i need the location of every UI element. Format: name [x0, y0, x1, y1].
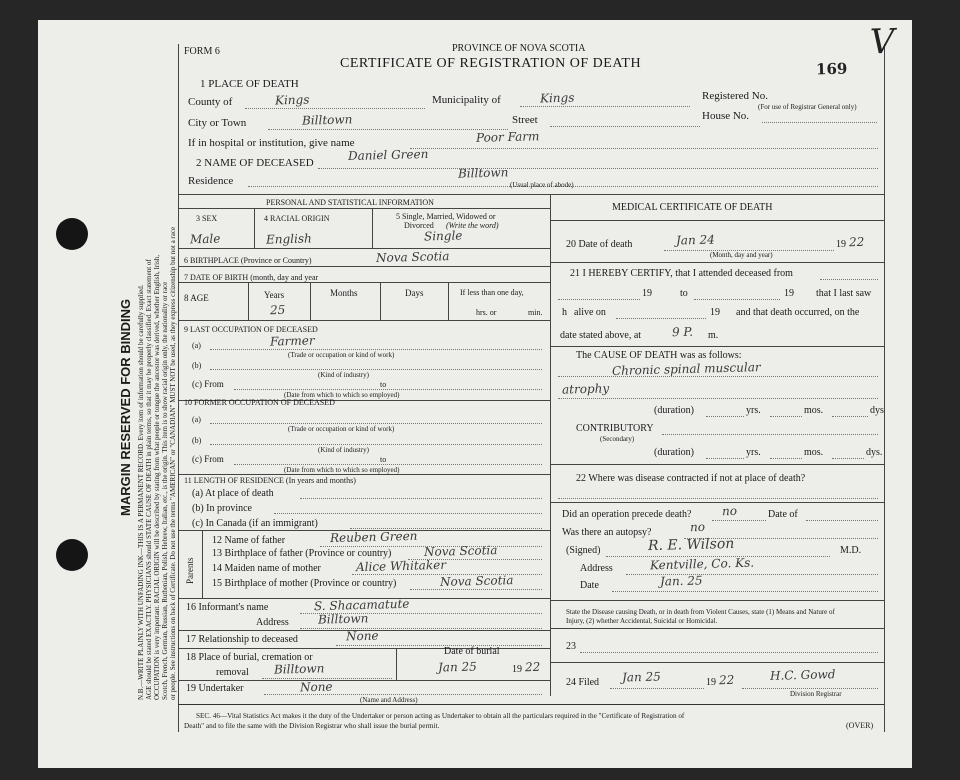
age-years-label: Years	[264, 290, 285, 300]
autopsy-value: no	[689, 519, 706, 535]
place-of-death-heading: 1 PLACE OF DEATH	[200, 78, 299, 90]
sex-value: Male	[189, 231, 221, 247]
marital-label-2: Divorced	[404, 221, 434, 230]
form-number: FORM 6	[184, 46, 220, 57]
filed-date-value: Jan 25	[621, 669, 661, 685]
primary-yrs-label: yrs.	[746, 405, 761, 416]
medical-heading: MEDICAL CERTIFICATE OF DEATH	[612, 202, 773, 213]
father-name-label: 12 Name of father	[212, 535, 286, 546]
former-occ-from-label: (c) From	[192, 454, 224, 464]
marital-label: 5 Single, Married, Widowed or	[396, 212, 496, 221]
last-saw-label: that I last saw	[816, 288, 872, 299]
physician-address-value: Kentville, Co. Ks.	[649, 555, 755, 573]
racial-origin-label: 4 RACIAL ORIGIN	[264, 214, 330, 223]
date-of-death-year-value: 22	[848, 234, 865, 250]
relationship-label: 17 Relationship to deceased	[186, 634, 298, 645]
death-occurred-label: and that death occurred, on the	[736, 307, 860, 318]
sec46-line-1: SEC. 46—Vital Statistics Act makes it the duty of the Undertaker or person acting as Undertaker to obtain all the particulars required in the "Certificate of Registration of	[196, 712, 685, 720]
column-divider	[550, 194, 551, 696]
last-occupation-heading: 9 LAST OCCUPATION OF DECEASED	[184, 325, 318, 334]
binding-hole-top	[56, 218, 88, 250]
item-23-label: 23	[566, 641, 576, 652]
operation-value: no	[721, 503, 738, 519]
instructions-line-1: N.B.—WRITE PLAINLY WITH UNFADING INK—THIS IS A PERMANENT RECORD. Every item of information should be carefully supplied.	[137, 284, 145, 700]
min-label: min.	[528, 308, 543, 317]
marital-value: Single	[423, 228, 463, 244]
month-day-year-note: (Month, day and year)	[710, 251, 773, 259]
municipality-label: Municipality of	[432, 94, 501, 106]
registered-no-label: Registered No.	[702, 90, 768, 102]
city-value: Billtown	[301, 112, 353, 128]
hospital-label: If in hospital or institution, give name	[188, 137, 355, 149]
age-years-value: 25	[269, 302, 286, 318]
former-occ-trade-note: (Trade or occupation or kind of work)	[288, 425, 395, 433]
cause-of-death-value-2: atrophy	[561, 381, 610, 397]
physician-signature: R. E. Wilson	[647, 535, 735, 555]
division-registrar-note: Division Registrar	[790, 690, 842, 698]
division-registrar-signature: H.C. Gowd	[769, 667, 836, 683]
alive-on-label: alive on	[574, 307, 606, 318]
father-birthplace-label: 13 Birthplace of father (Province or country)	[212, 548, 392, 559]
former-occupation-heading: 10 FORMER OCCUPATION OF DECEASED	[184, 398, 335, 407]
violent-causes-note-2: Injury, (2) whether Accidental, Suicidal or Homicidal.	[566, 617, 718, 625]
city-label: City or Town	[188, 117, 247, 129]
father-name-value: Reuben Green	[329, 528, 418, 546]
alive-on-year: 19	[710, 307, 720, 318]
informant-address-label: Address	[256, 617, 289, 628]
hrs-label: hrs. or	[476, 308, 497, 317]
physician-date-value: Jan. 25	[659, 573, 703, 589]
county-label: County of	[188, 96, 233, 108]
form-left-border	[178, 44, 179, 732]
last-occ-b-label: (b)	[192, 361, 202, 370]
name-of-deceased-value: Daniel Green	[347, 146, 429, 164]
attended-from-year: 19	[642, 288, 652, 299]
informant-value: S. Shacamatute	[313, 596, 410, 614]
former-occ-to-label: to	[380, 455, 387, 464]
date-of-death-value: Jan 24	[675, 232, 715, 248]
instructions-line-4: Scotch, French, German, Russian, Ruthenian, Polish, Hebrew, Italian, etc., is the origin. This item is to show racial origin only, the nationality or race	[161, 281, 169, 700]
primary-dys-label: dys	[870, 405, 884, 416]
physician-date-label: Date	[580, 580, 599, 591]
informant-address-value: Billtown	[317, 611, 369, 627]
former-occ-a-label: (a)	[192, 415, 201, 424]
undertaker-value: None	[299, 679, 333, 695]
filed-label: 24 Filed	[566, 677, 600, 688]
cause-of-death-label: The CAUSE OF DEATH was as follows:	[576, 350, 742, 361]
residence-note: (Usual place of abode)	[510, 181, 574, 189]
municipality-value: Kings	[539, 90, 575, 106]
cause-of-death-value-1: Chronic spinal muscular	[611, 360, 761, 378]
date-of-death-year-prefix: 19	[836, 239, 846, 250]
autopsy-label: Was there an autopsy?	[562, 527, 652, 538]
contributory-dys-label: dys.	[866, 447, 883, 458]
binding-hole-bottom	[56, 539, 88, 571]
contributory-duration-label: (duration)	[654, 447, 694, 458]
last-occupation-value: Farmer	[269, 333, 315, 349]
residence-c: (c) In Canada (if an immigrant)	[192, 518, 318, 529]
last-occ-from-label: (c) From	[192, 379, 224, 389]
residence-b: (b) In province	[192, 503, 252, 514]
primary-duration-label: (duration)	[654, 405, 694, 416]
operation-date-label: Date of	[768, 509, 798, 520]
marital-note: (Write the word)	[446, 221, 499, 230]
burial-date-value: Jan 25	[437, 659, 477, 675]
undertaker-label: 19 Undertaker	[186, 683, 244, 694]
operation-label: Did an operation precede death?	[562, 509, 692, 520]
date-of-birth-label: 7 DATE OF BIRTH (month, day and year	[184, 273, 319, 282]
name-of-deceased-label: 2 NAME OF DECEASED	[196, 157, 314, 169]
street-label: Street	[512, 114, 538, 126]
burial-label: 18 Place of burial, cremation or	[186, 652, 313, 663]
age-label: 8 AGE	[184, 293, 209, 303]
instructions-line-5: or people. See instructions on back of Certificate. Do not use the terms "AMERICAN" or "CANADIAN" MUST NOT be used, as they express citizenship but not a race	[169, 226, 177, 700]
last-occ-a-label: (a)	[192, 341, 201, 350]
age-days-label: Days	[405, 288, 424, 298]
sex-label: 3 SEX	[196, 214, 218, 223]
date-of-death-label: 20 Date of death	[566, 239, 633, 250]
contracted-label: 22 Where was disease contracted if not at place of death?	[576, 473, 806, 484]
contributory-label: CONTRIBUTORY	[576, 423, 654, 434]
last-occ-to-label: to	[380, 380, 387, 389]
instructions-line-3: OCCUPATION is very important. RACIAL ORIGIN will be described by stating from what people or tongue the ancestor was derived, whether English, Irish,	[153, 254, 161, 700]
date-stated-label: date stated above, at	[560, 330, 642, 341]
violent-causes-note-1: State the Disease causing Death, or in death from Violent Causes, state (1) Means and Nature of	[566, 608, 835, 616]
last-occ-trade-note: (Trade or occupation or kind of work)	[288, 351, 395, 359]
alive-h: h	[562, 307, 567, 318]
certificate-title: CERTIFICATE OF REGISTRATION OF DEATH	[340, 56, 642, 71]
secondary-note: (Secondary)	[600, 435, 635, 443]
margin-binding-label: MARGIN RESERVED FOR BINDING	[118, 298, 133, 516]
certify-label: 21 I HEREBY CERTIFY, that I attended deceased from	[570, 268, 793, 279]
instructions-line-2: AGE should be stated EXACTLY. PHYSICIANS should STATE CAUSE OF DEATH in plain terms, so that it may be properly classified. Exact statement of	[145, 259, 153, 700]
personal-heading: PERSONAL AND STATISTICAL INFORMATION	[266, 198, 434, 207]
burial-date-label: Date of burial	[444, 646, 500, 657]
residence-label: Residence	[188, 175, 234, 187]
less-than-day-label: If less than one day,	[460, 288, 524, 297]
time-m-label: m.	[708, 330, 719, 341]
burial-year-value: 22	[524, 659, 541, 675]
attended-to-year: 19	[784, 288, 794, 299]
former-occ-b-label: (b)	[192, 436, 202, 445]
burial-place-value: Billtown	[273, 661, 325, 677]
last-occ-date-note: (Date from which to which so employed)	[284, 391, 400, 399]
registration-number: 169	[815, 59, 848, 79]
undertaker-note: (Name and Address)	[360, 696, 418, 704]
hospital-value: Poor Farm	[475, 129, 540, 145]
contributory-mos-label: mos.	[804, 447, 824, 458]
md-label: M.D.	[840, 545, 862, 556]
sec46-line-2: Death" and to file the same with the Division Registrar who shall issue the burial permit.	[184, 722, 440, 730]
burial-year-prefix: 19	[512, 664, 522, 675]
filed-year-value: 22	[718, 672, 735, 688]
burial-label-2: removal	[216, 667, 249, 678]
registered-no-note: (For use of Registrar General only)	[758, 103, 857, 111]
birthplace-value: Nova Scotia	[375, 249, 450, 265]
primary-mos-label: mos.	[804, 405, 824, 416]
form-right-border	[884, 44, 885, 732]
father-birthplace-value: Nova Scotia	[423, 543, 498, 559]
county-value: Kings	[274, 92, 310, 108]
province-heading: PROVINCE OF NOVA SCOTIA	[452, 43, 586, 54]
birthplace-label: 6 BIRTHPLACE (Province or Country)	[184, 256, 312, 265]
check-mark: V	[869, 21, 896, 63]
filed-year-prefix: 19	[706, 677, 716, 688]
contributory-yrs-label: yrs.	[746, 447, 761, 458]
over-label: (OVER)	[846, 721, 874, 730]
residence-a: (a) At place of death	[192, 488, 274, 499]
mother-birthplace-value: Nova Scotia	[439, 573, 514, 589]
residence-value: Billtown	[457, 165, 509, 181]
mother-birthplace-label: 15 Birthplace of mother (Province or country)	[212, 578, 397, 589]
former-occ-date-note: (Date from which to which so employed)	[284, 466, 400, 474]
last-occ-industry-note: (Kind of industry)	[318, 371, 369, 379]
racial-origin-value: English	[265, 231, 312, 247]
attended-to-label: to	[680, 288, 688, 299]
relationship-value: None	[345, 628, 379, 644]
parents-label: Parents	[185, 557, 195, 584]
time-of-death-value: 9 P.	[671, 324, 694, 340]
signed-label: (Signed)	[566, 545, 601, 556]
mother-name-value: Alice Whitaker	[355, 557, 447, 575]
physician-address-label: Address	[580, 563, 613, 574]
age-months-label: Months	[330, 288, 358, 298]
house-no-label: House No.	[702, 110, 750, 122]
informant-label: 16 Informant's name	[186, 602, 269, 613]
former-occ-industry-note: (Kind of industry)	[318, 446, 369, 454]
length-of-residence-heading: 11 LENGTH OF RESIDENCE (In years and months)	[184, 476, 356, 485]
mother-name-label: 14 Maiden name of mother	[212, 563, 321, 574]
